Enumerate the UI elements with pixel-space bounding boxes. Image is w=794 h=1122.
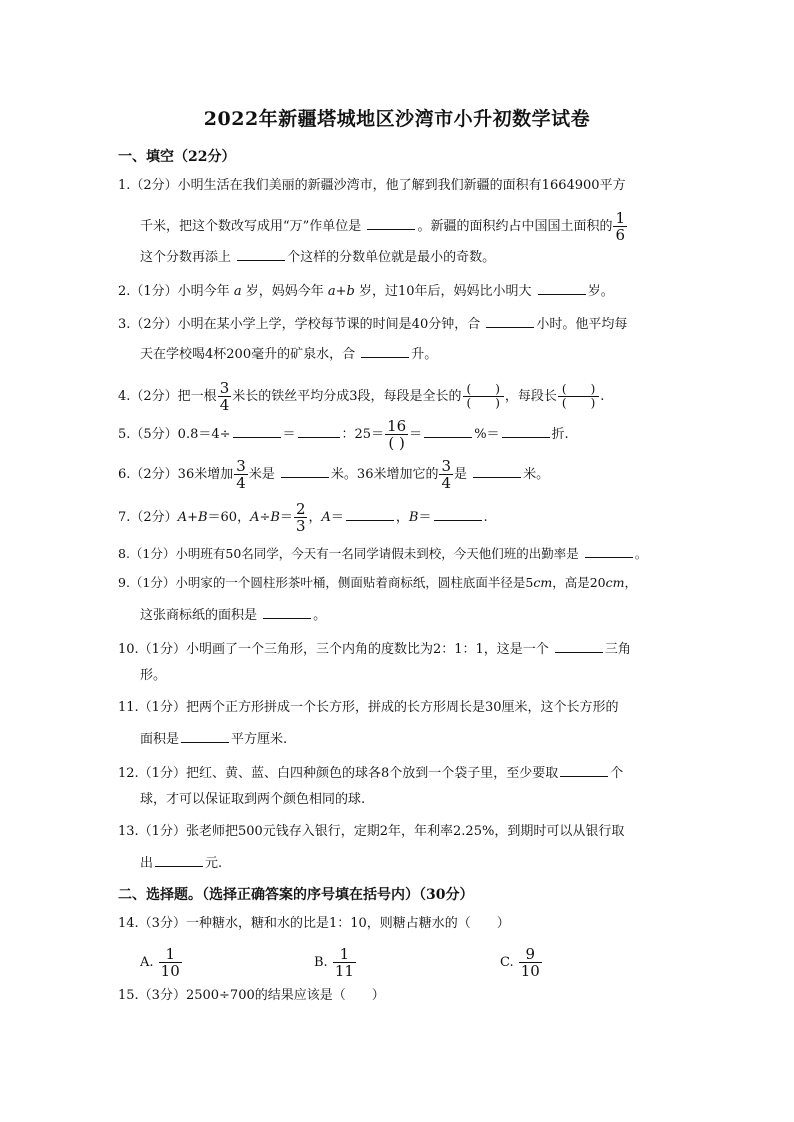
- question-7: 7.（2分）A+B＝60，A÷B＝ $\frac{2}{3}$ ，A＝ ，B＝ .: [118, 500, 488, 535]
- answer-blank[interactable]: [361, 343, 409, 358]
- question-13-line-1: 13.（1分）张老师把500元钱存入银行，定期2年，年利率2.25%，到期时可以从银行取: [118, 824, 625, 839]
- answer-blank[interactable]: [555, 638, 603, 653]
- question-4: 4.（2分）把一根 $\frac{3}{4}$ 米长的铁丝平均分成3段，每段是全长的 $\frac{( )}{( )}$ ，每段长 $\frac{( )}{( )}$ .: [118, 379, 605, 414]
- question-3-line-2: 天在学校喝4杯200毫升的矿泉水，合 升。: [140, 343, 705, 363]
- answer-blank[interactable]: [473, 463, 521, 478]
- answer-fraction-blank[interactable]: $\frac{( )}{( )}$: [463, 383, 504, 410]
- question-1-line-2: 千米，把这个数改写成用“万”作单位是 。新疆的面积约占中国国土面积的 $\frac{1}{6}$: [140, 209, 625, 244]
- answer-blank[interactable]: [424, 423, 472, 438]
- question-10-line-1: 10.（1分）小明画了一个三角形，三个内角的度数比为2：1：1，这是一个 三角: [118, 638, 683, 658]
- answer-blank[interactable]: [346, 506, 394, 521]
- option-c[interactable]: C. $\frac{9}{10}$: [500, 945, 540, 980]
- answer-blank[interactable]: [181, 728, 229, 743]
- question-12-line-2: 球，才可以保证取到两个颜色相同的球.: [140, 792, 366, 807]
- question-2: 2.（1分）小明今年 a 岁，妈妈今年 a+b 岁，过10年后，妈妈比小明大 岁。: [118, 280, 683, 300]
- exam-title: 2022年新疆塔城地区沙湾市小升初数学试卷: [203, 108, 591, 130]
- fraction: $\frac{2}{3}$: [295, 500, 306, 535]
- fraction: $\frac{1}{11}$: [334, 945, 354, 980]
- fraction: $\frac{3}{4}$: [236, 457, 246, 492]
- answer-blank[interactable]: [560, 762, 608, 777]
- question-14: 14.（3分）一种糖水，糖和水的比是1：10，则糖占糖水的（ ）: [118, 916, 510, 931]
- fraction: $\frac{9}{10}$: [520, 945, 540, 980]
- answer-blank[interactable]: [298, 423, 340, 438]
- question-1-line-3: 这个分数再添上 个这样的分数单位就是最小的奇数。: [140, 246, 705, 266]
- question-8: 8.（1分）小明班有50名同学，今天有一名同学请假未到校，今天他们班的出勤率是 。: [118, 543, 683, 563]
- option-b[interactable]: B. $\frac{1}{11}$: [314, 945, 354, 980]
- question-11-line-1: 11.（1分）把两个正方形拼成一个长方形，拼成的长方形周长是30厘米，这个长方形的: [118, 700, 619, 715]
- answer-blank[interactable]: [367, 215, 415, 230]
- question-15: 15.（3分）2500÷700的结果应该是（ ）: [118, 988, 385, 1003]
- answer-blank[interactable]: [434, 506, 482, 521]
- answer-blank[interactable]: [502, 423, 550, 438]
- fraction: $\frac{16}{( )}$: [387, 417, 407, 452]
- answer-blank[interactable]: [281, 463, 329, 478]
- answer-fraction-blank[interactable]: $\frac{( )}{( )}$: [558, 383, 599, 410]
- question-12-line-1: 12.（1分）把红、黄、蓝、白四种颜色的球各8个放到一个袋子里，至少要取 个: [118, 762, 683, 782]
- section-multiple-choice: 二、选择题。（选择正确答案的序号填在括号内）（30分）: [118, 887, 474, 903]
- question-9-line-1: 9.（1分）小明家的一个圆柱形茶叶桶，侧面贴着商标纸，圆柱底面半径是5cm，高是20cm，: [118, 575, 637, 590]
- question-6: 6.（2分）36米增加 $\frac{3}{4}$ 米是 米。36米增加它的 $\frac{3}{4}$ 是 米。: [118, 457, 550, 492]
- answer-blank[interactable]: [237, 246, 285, 261]
- question-11-line-2: 面积是 平方厘米.: [140, 728, 705, 748]
- fraction: $\frac{1}{6}$: [615, 209, 625, 244]
- answer-blank[interactable]: [538, 280, 586, 295]
- question-1-line-1: 1.（2分）小明生活在我们美丽的新疆沙湾市，他了解到我们新疆的面积有1664900平方: [118, 178, 626, 193]
- answer-blank[interactable]: [486, 313, 534, 328]
- option-a[interactable]: A. $\frac{1}{10}$: [140, 945, 180, 980]
- fraction: $\frac{3}{4}$: [441, 457, 452, 492]
- section-fill-in: 一、填空（22分）: [118, 149, 236, 165]
- answer-blank[interactable]: [263, 604, 311, 619]
- answer-blank[interactable]: [585, 543, 633, 558]
- fraction: $\frac{3}{4}$: [219, 379, 230, 414]
- question-3-line-1: 3.（2分）小明在某小学上学，学校每节课的时间是40分钟，合 小时。他平均每: [118, 313, 683, 333]
- answer-blank[interactable]: [233, 423, 281, 438]
- question-13-line-2: 出 元.: [140, 852, 705, 872]
- answer-blank[interactable]: [155, 852, 203, 867]
- question-10-line-2: 形。: [140, 668, 167, 683]
- question-9-line-2: 这张商标纸的面积是 。: [140, 604, 705, 624]
- question-5: 5.（5分）0.8＝4÷ ＝ ：25＝ $\frac{16}{( )}$ ＝ %＝ 折.: [118, 417, 569, 452]
- fraction: $\frac{1}{10}$: [160, 945, 180, 980]
